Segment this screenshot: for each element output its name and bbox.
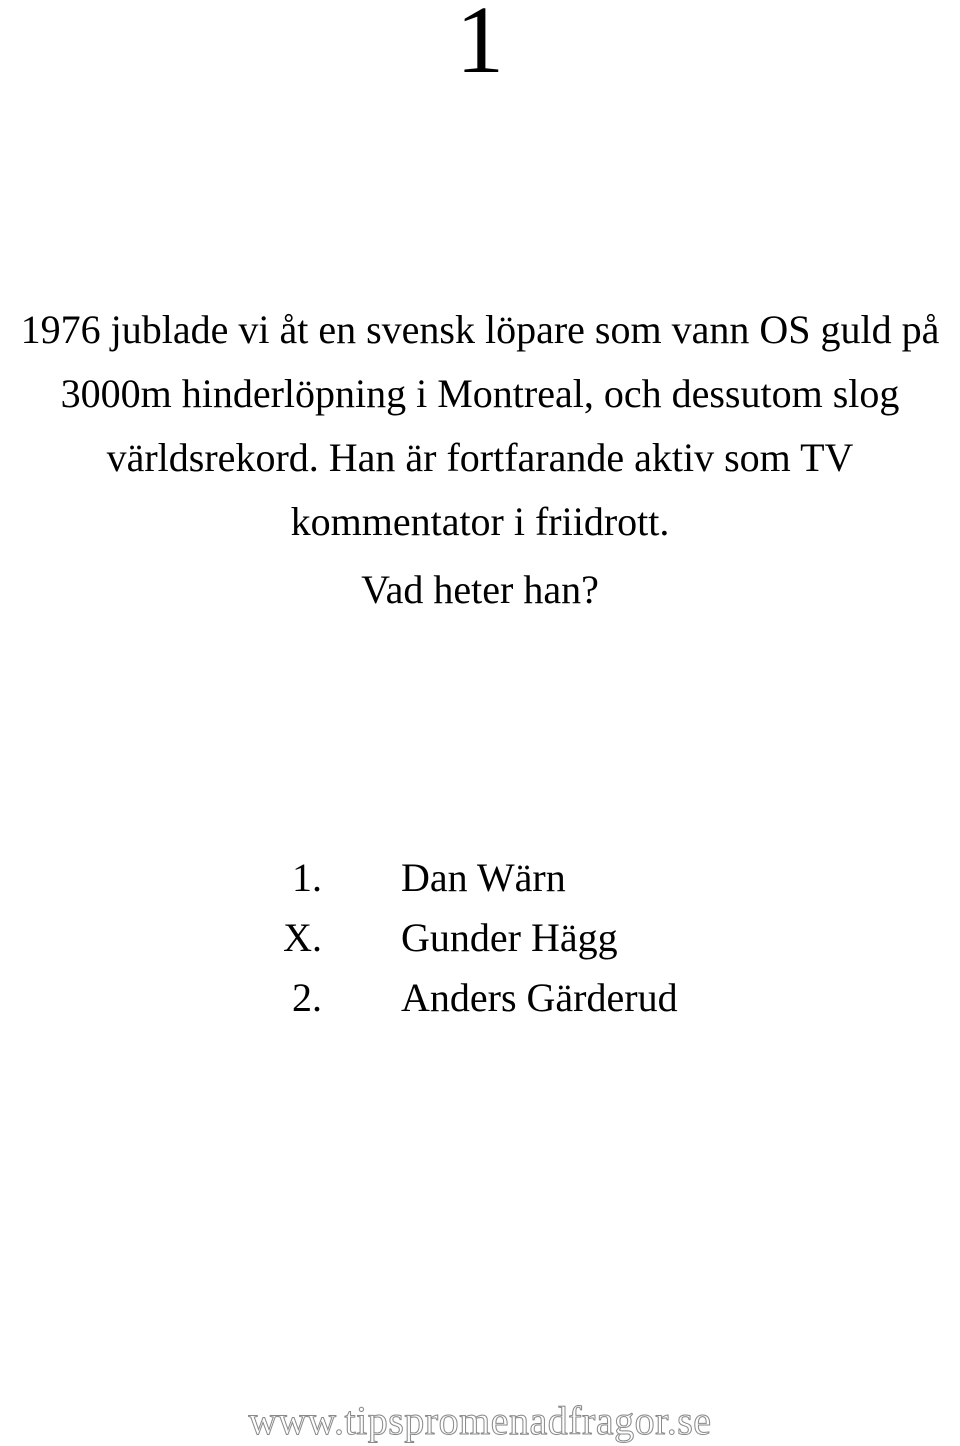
question-text	[0, 298, 960, 554]
question-prompt: Vad heter han?	[361, 567, 599, 612]
option-label: Anders Gärderud	[401, 975, 678, 1020]
answer-option-x	[0, 908, 960, 968]
option-label: Gunder Hägg	[401, 915, 618, 960]
question-line: kommentator i friidrott.	[290, 499, 670, 544]
question-line: 1976 jublade vi åt en svensk löpare som vann OS guld på	[20, 307, 940, 352]
answer-option-2	[0, 968, 960, 1028]
option-key: 1.	[292, 855, 322, 900]
answer-options	[0, 848, 960, 1028]
answer-option-1	[0, 848, 960, 908]
question-line: världsrekord. Han är fortfarande aktiv som TV	[106, 435, 854, 480]
option-key: X.	[283, 915, 322, 960]
page-number-text: 1	[456, 0, 504, 93]
question-block	[0, 298, 960, 622]
question-line: 3000m hinderlöpning i Montreal, och dessutom slog	[60, 371, 900, 416]
option-key: 2.	[292, 975, 322, 1020]
footer-url: www.tipspromenadfragor.se	[248, 1398, 712, 1443]
page-number	[0, 0, 960, 93]
option-label: Dan Wärn	[401, 855, 566, 900]
